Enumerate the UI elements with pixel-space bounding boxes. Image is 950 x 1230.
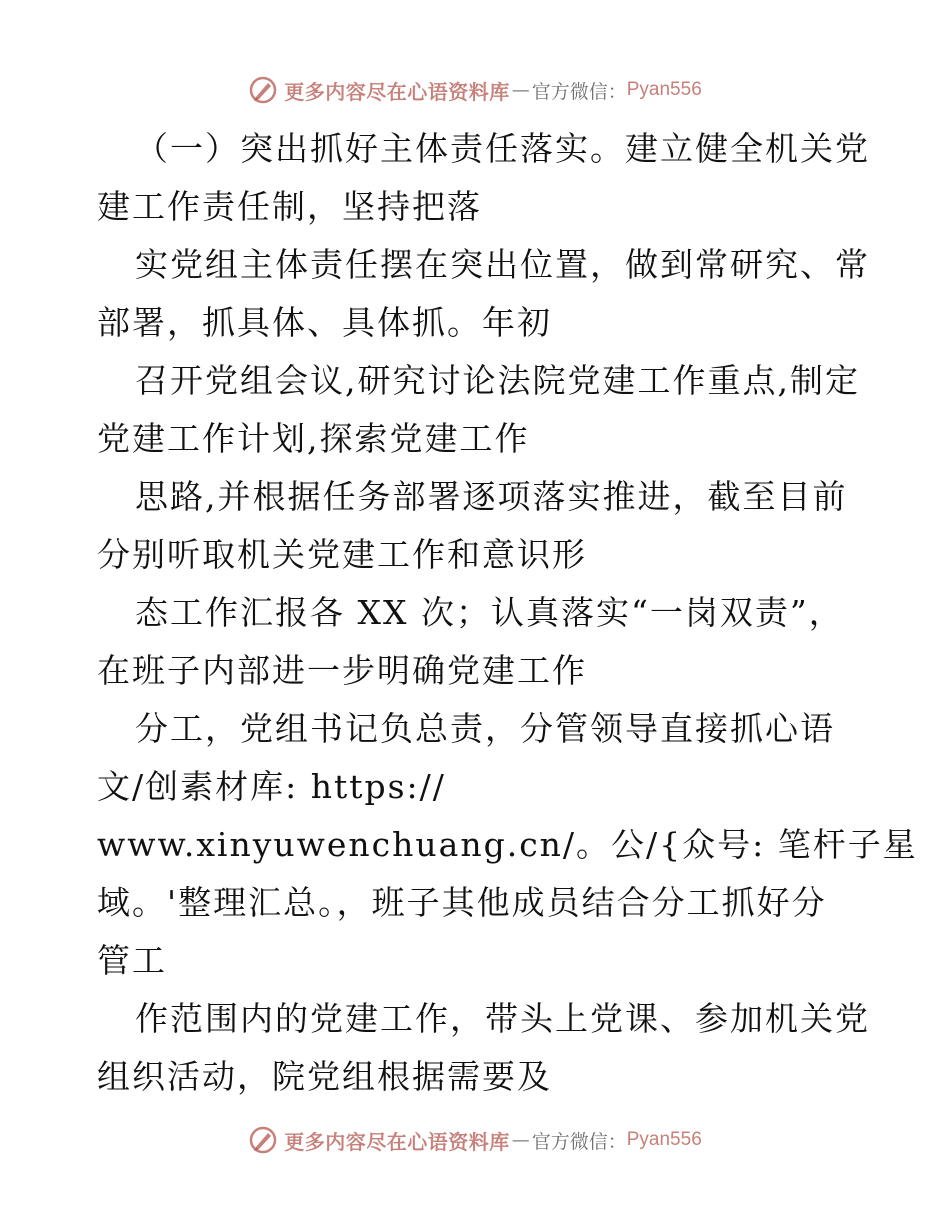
document-body bbox=[97, 120, 918, 1106]
text-line: 实党组主体责任摆在突出位置，做到常研究、常 bbox=[135, 245, 870, 284]
text-line: （一）突出抓好主体责任落实。建立健全机关党 bbox=[135, 129, 870, 168]
watermark-official: 官方微信： bbox=[531, 80, 627, 103]
text-line: 在班子内部进一步明确党建工作 bbox=[97, 651, 587, 690]
watermark-dash: — bbox=[511, 79, 530, 101]
text-line: 党建工作计划,探索党建工作 bbox=[97, 419, 530, 458]
header-watermark bbox=[0, 70, 950, 110]
text-line: 召开党组会议,研究讨论法院党建工作重点,制定 bbox=[135, 361, 860, 400]
footer-watermark bbox=[0, 1120, 950, 1160]
text-line: 态工作汇报各 XX 次；认真落实“一岗双责”， bbox=[135, 593, 844, 632]
watermark-id: Pyan556 bbox=[626, 1129, 702, 1150]
pen-logo-icon bbox=[248, 1125, 278, 1155]
text-line: 域。'整理汇总。，班子其他成员结合分工抓好分 bbox=[97, 883, 827, 922]
text-line: 思路,并根据任务部署逐项落实推进，截至目前 bbox=[135, 477, 848, 516]
text-line: 分工，党组书记负总责，分管领导直接抓心语 bbox=[135, 709, 835, 748]
text-line: www.xinyuwenchuang.cn/。公/{众号: 笔杆子星 bbox=[97, 825, 918, 864]
text-line: 组织活动，院党组根据需要及 bbox=[97, 1057, 552, 1096]
text-line: 管工 bbox=[97, 941, 167, 980]
watermark-official: 官方微信： bbox=[531, 1130, 627, 1153]
pen-logo-icon bbox=[248, 75, 278, 105]
text-line: 部署，抓具体、具体抓。年初 bbox=[97, 303, 552, 342]
text-line: 分别听取机关党建工作和意识形 bbox=[97, 535, 587, 574]
watermark-dash: — bbox=[511, 1129, 530, 1151]
watermark-id: Pyan556 bbox=[626, 79, 702, 100]
text-line: 建工作责任制，坚持把落 bbox=[97, 187, 482, 226]
text-line: 作范围内的党建工作，带头上党课、参加机关党 bbox=[135, 999, 870, 1038]
watermark-text: 更多内容尽在心语资料库 bbox=[284, 1129, 510, 1154]
watermark-text: 更多内容尽在心语资料库 bbox=[284, 79, 510, 104]
text-line: 文/创素材库: https:// bbox=[97, 767, 446, 806]
